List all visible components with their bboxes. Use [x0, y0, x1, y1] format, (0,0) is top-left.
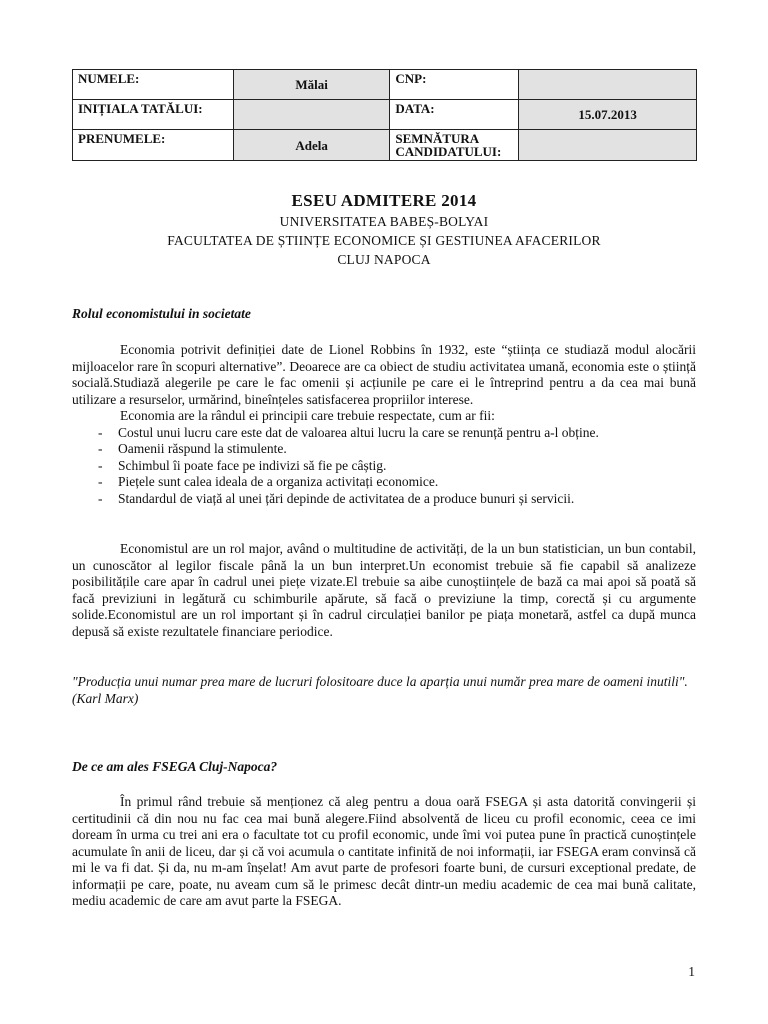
list-item: - Standardul de viață al unei țări depinde de activitatea de a produce bunuri și servicii. [72, 491, 696, 508]
table-row [73, 130, 697, 161]
list-item: - Oamenii răspund la stimulente. [72, 441, 696, 458]
candidate-info-table [72, 69, 697, 161]
list-item: - Schimbul îi poate face pe indivizi să fie pe câștig. [72, 458, 696, 475]
list-item: - Costul unui lucru care este dat de valoarea altui lucru la care se renunță pentru a-l obține. [72, 425, 696, 442]
label-numele: NUMELE: [73, 70, 234, 100]
city-name: CLUJ NAPOCA [337, 252, 431, 267]
faculty-name: FACULTATEA DE ȘTIINȚE ECONOMICE ȘI GESTIUNEA AFACERILOR [167, 233, 601, 248]
section1-heading: Rolul economistului in societate [72, 306, 251, 321]
title-block [0, 190, 768, 269]
section1-paragraph-1: Economia potrivit definiției date de Lionel Robbins în 1932, este “știința ce studiază modul alocării mijloacelor rare în scopuri alternative”. Deoarece are ca obiect de studiu activitatea umană, economia este o știință socială.Studiază alegerile pe care le fac omenii și acțiunile pe care ei le întreprind pentru a da cea mai bună utilizare a resurselor, urmărind, bineînțeles satisfacerea propriilor interese. [72, 342, 696, 407]
label-initiala: INIȚIALA TATĂLUI: [73, 100, 234, 130]
value-semnatura[interactable] [519, 130, 697, 161]
label-data: DATA: [390, 100, 519, 130]
value-cnp[interactable] [519, 70, 697, 100]
table-row [73, 70, 697, 100]
label-semnatura: SEMNĂTURA CANDIDATULUI: [390, 130, 519, 161]
section1-paragraph-3: Economistul are un rol major, având o multitudine de activități, de la un bun statistician, un bun contabil, un cunoscător al legilor fiscale până la un bun interpret.Un economist trebuie să fie capabil să analizeze posibilitățile care apar în cadrul unei piețe vizate.El trebuie sa aibe cunoștiințele de bază ca mai apoi să poată să facă previziuni in legătură cu schimburile apărute, să facă o previziune la timp, corectă și cu argumente solide.Economistul are un rol important și în cadrul circulației banilor pe piața monetară, astfel ca după munca depusă să existe rezultatele financiare periodice. [72, 541, 696, 639]
value-numele[interactable]: Mălai [233, 70, 390, 100]
section2-paragraph-1: În primul rând trebuie să menționez că aleg pentru a doua oară FSEGA și asta datorită convingerii și certitudinii că din nou nu fac cea mai bună alegere.Fiind absolventă de liceu cu profil economic, ceea ce imi doream în urma cu trei ani era o facultate tot cu profil economic, unde îmi voi putea pune în practică cunoștințele acumulate în anii de liceu, dar și că voi acumula o cantitate infinită de noi informații, iar FSEGA eram convinsă că mi le va fi dat. Și da, nu m-am înșelat! Am avut parte de profesori foarte buni, de cursuri exceptional predate, de informații pe care, poate, nu aveam cum să le primesc decât dintr-un mediu academic de cea mai bună calitate, mediu academic de care am avut parte la FSEGA. [72, 794, 696, 908]
value-data[interactable]: 15.07.2013 [519, 100, 697, 130]
value-initiala[interactable] [233, 100, 390, 130]
section1-body [72, 342, 696, 507]
karl-marx-quote: "Producția unui numar prea mare de lucruri folositoare duce la aparția unui număr prea mare de oameni inutili". (Karl Marx) [72, 674, 688, 706]
section2-heading: De ce am ales FSEGA Cluj-Napoca? [72, 759, 278, 774]
section1-paragraph-2: Economia are la rândul ei principii care trebuie respectate, cum ar fii: [120, 408, 495, 423]
section1-body-2 [72, 541, 696, 640]
university-name: UNIVERSITATEA BABEȘ-BOLYAI [279, 214, 489, 229]
principles-list [72, 425, 696, 508]
value-prenumele[interactable]: Adela [233, 130, 390, 161]
label-cnp: CNP: [390, 70, 519, 100]
label-prenumele: PRENUMELE: [73, 130, 234, 161]
list-item: - Piețele sunt calea ideala de a organiza activitați economice. [72, 474, 696, 491]
page-number: 1 [688, 964, 695, 979]
section2-body [72, 794, 696, 910]
table-row [73, 100, 697, 130]
page-title: ESEU ADMITERE 2014 [291, 191, 477, 210]
